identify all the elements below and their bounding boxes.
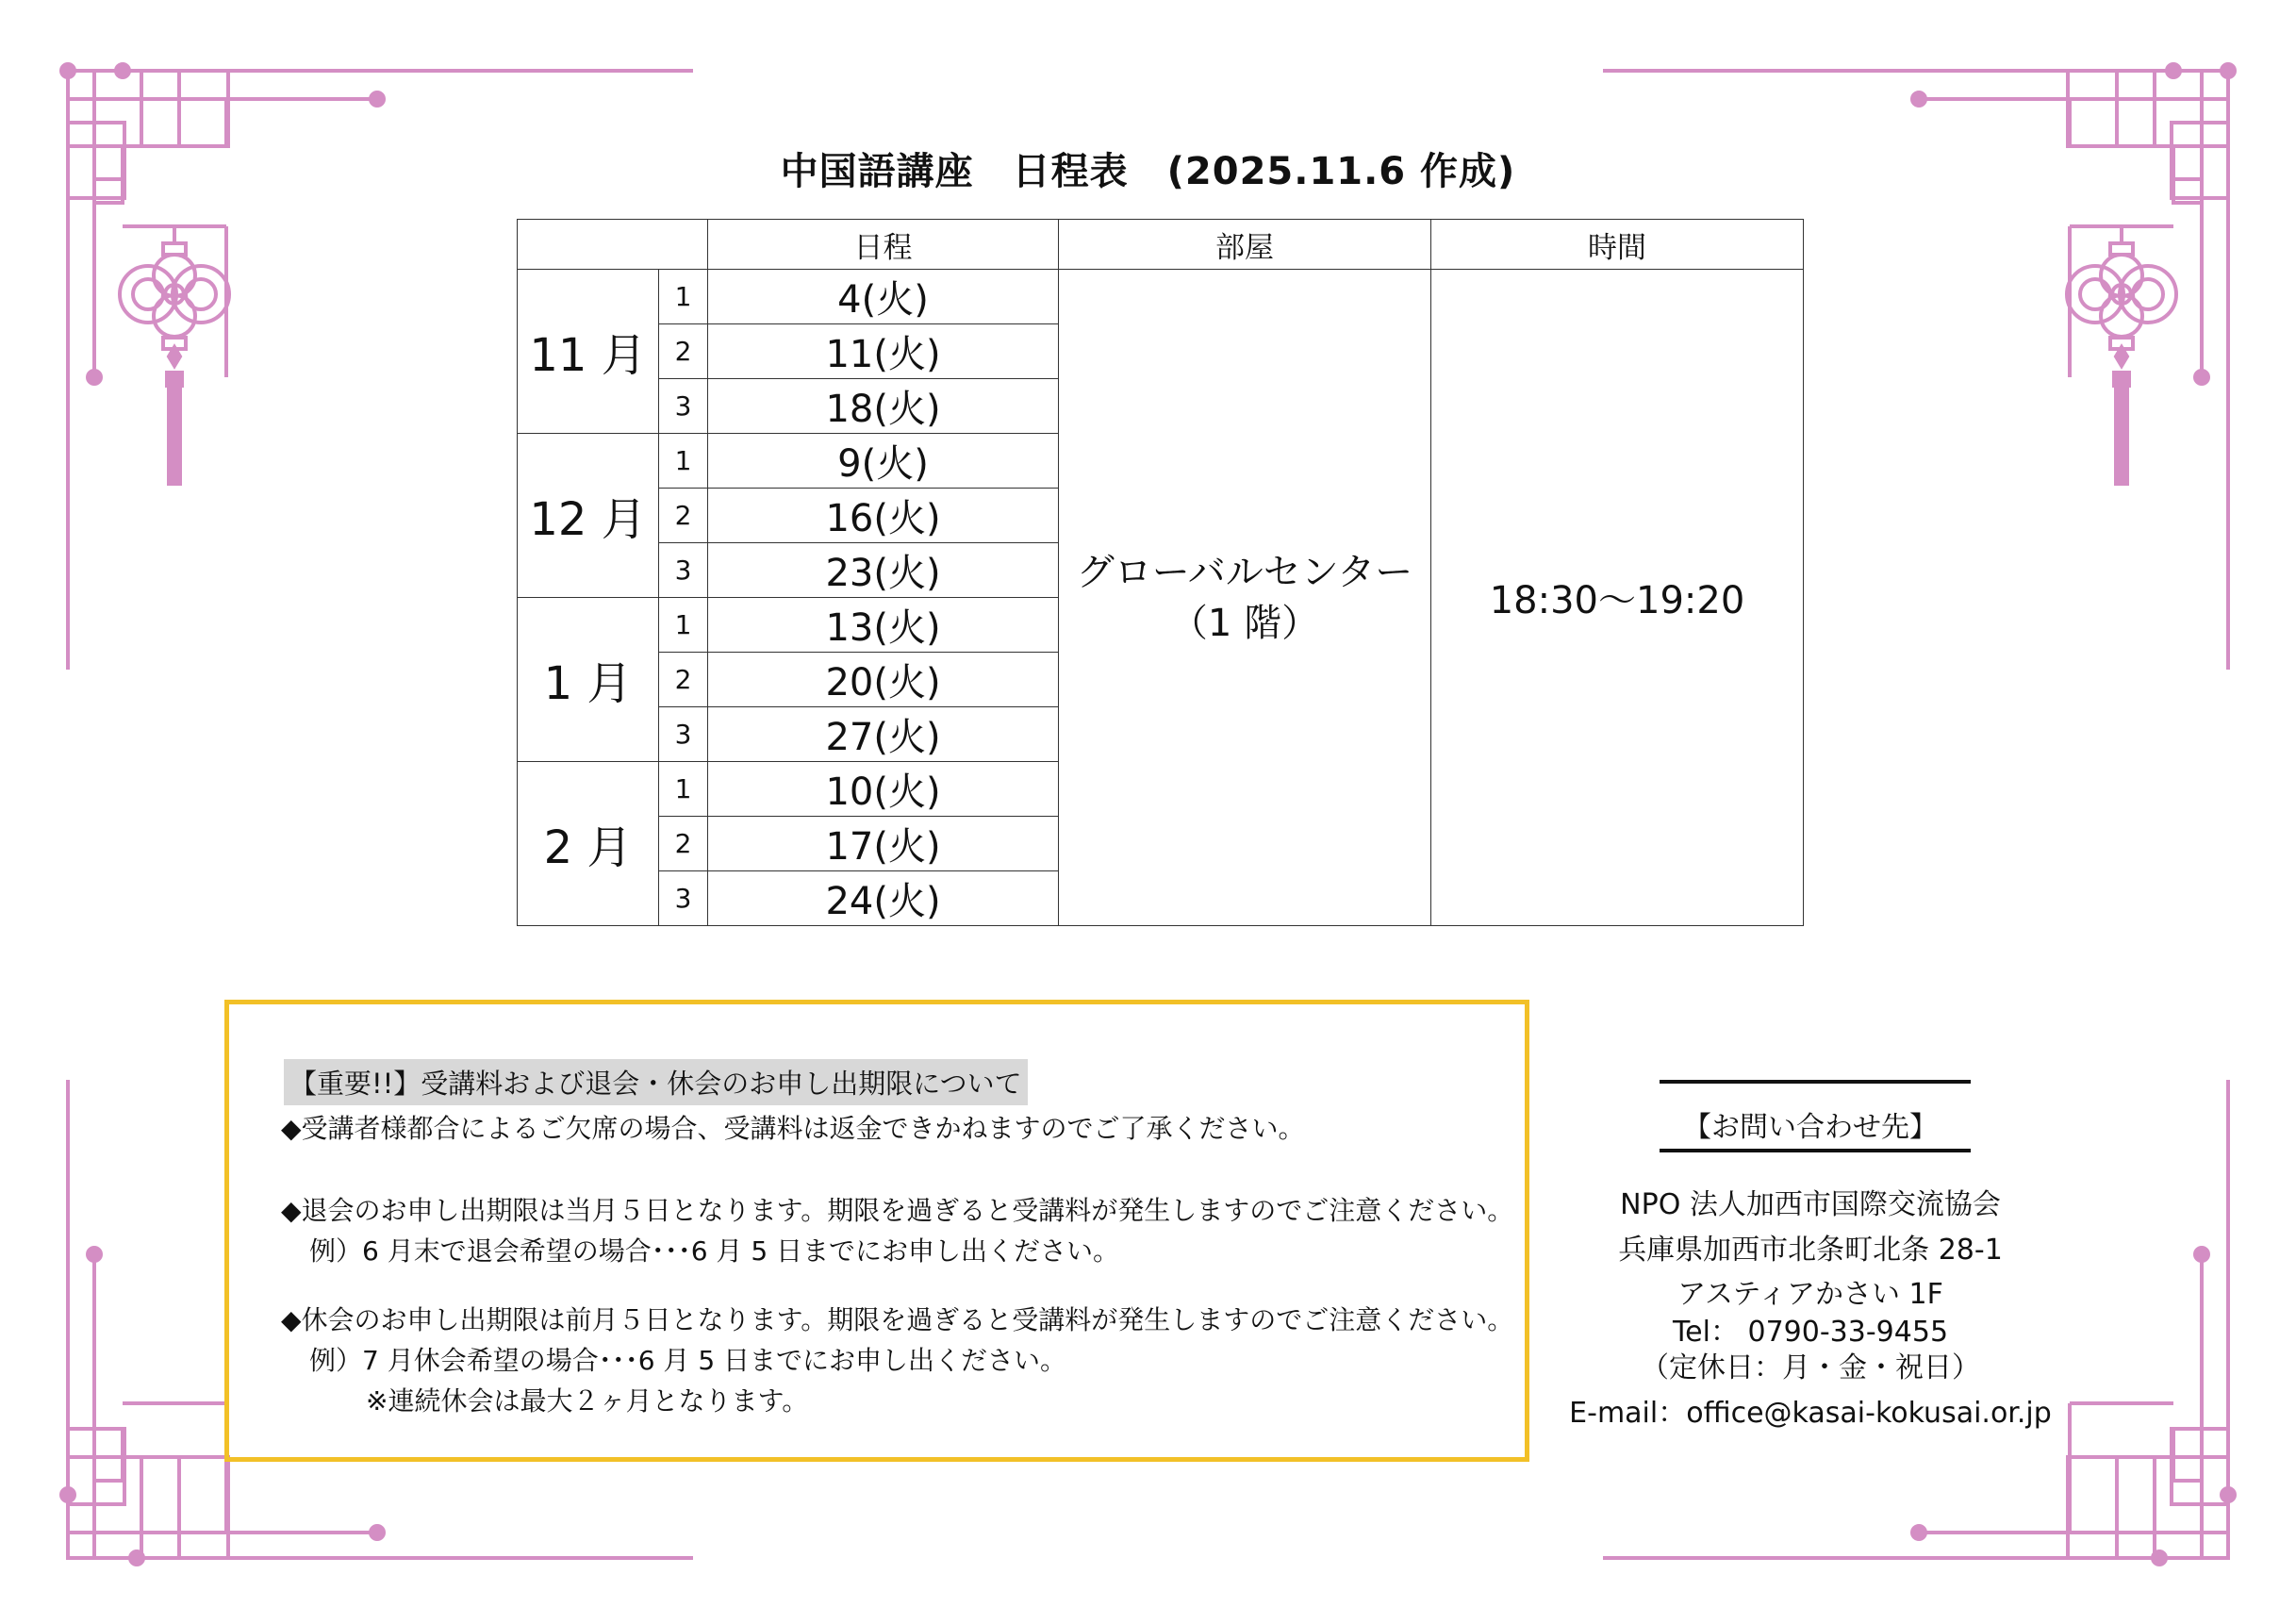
session-date: 13(火) (708, 598, 1059, 653)
session-date: 23(火) (708, 543, 1059, 598)
contact-tel: Tel： 0790-33-9455 (1672, 1316, 1949, 1349)
session-number: 1 (659, 598, 708, 653)
contact-address: 兵庫県加西市北条町北条 28-1 (1618, 1234, 2003, 1267)
important-notice-box (224, 1000, 1529, 1462)
session-number: 2 (659, 817, 708, 871)
notice-line: 例）7 月休会希望の場合･･･6 月 5 日までにお申し出ください。 (309, 1345, 1067, 1376)
notice-line: ◆退会のお申し出期限は当月５日となります。期限を過ぎると受講料が発生しますのでご注意ください。 (281, 1195, 1514, 1226)
contact-building: アスティアかさい 1F (1677, 1278, 1943, 1311)
contact-heading: 【お問い合わせ先】 (1683, 1111, 1938, 1144)
session-date: 11(火) (708, 324, 1059, 379)
contact-org: NPO 法人加西市国際交流協会 (1620, 1188, 2001, 1221)
session-number: 3 (659, 707, 708, 762)
header-room: 部屋 (1059, 220, 1431, 270)
session-date: 10(火) (708, 762, 1059, 817)
page-title: 中国語講座 日程表 (2025.11.6 作成) (780, 150, 1516, 193)
session-number: 3 (659, 543, 708, 598)
session-number: 2 (659, 653, 708, 707)
session-number: 2 (659, 489, 708, 543)
notice-heading: 【重要!!】受講料および退会・休会のお申し出期限について (284, 1059, 1028, 1105)
session-number: 1 (659, 434, 708, 489)
notice-line: ◆受講者様都合によるご欠席の場合、受講料は返金できかねますのでご了承ください。 (281, 1113, 1305, 1144)
session-date: 4(火) (708, 270, 1059, 324)
room-cell (1059, 270, 1431, 926)
contact-rule-top (1660, 1080, 1971, 1084)
session-number: 3 (659, 871, 708, 926)
room-floor: （1 階） (1169, 601, 1320, 645)
month-cell: 2 月 (518, 762, 659, 926)
month-cell: 1 月 (518, 598, 659, 762)
session-number: 1 (659, 270, 708, 324)
session-date: 20(火) (708, 653, 1059, 707)
schedule-table (517, 219, 1804, 926)
contact-email[interactable]: E-mail：office@kasai-kokusai.or.jp (1569, 1397, 2052, 1430)
header-blank (518, 220, 708, 270)
session-date: 9(火) (708, 434, 1059, 489)
session-number: 3 (659, 379, 708, 434)
contact-rule-bottom (1660, 1149, 1971, 1152)
contact-holiday: （定休日：月・金・祝日） (1641, 1351, 1980, 1384)
session-date: 16(火) (708, 489, 1059, 543)
month-cell: 11 月 (518, 270, 659, 434)
time-cell: 18:30〜19:20 (1431, 270, 1804, 926)
notice-line: ※連続休会は最大２ヶ月となります。 (366, 1385, 809, 1417)
room-name: グローバルセンター (1076, 550, 1413, 594)
table-row (518, 270, 1804, 324)
session-date: 24(火) (708, 871, 1059, 926)
table-header-row (518, 220, 1804, 270)
header-schedule: 日程 (708, 220, 1059, 270)
session-number: 1 (659, 762, 708, 817)
notice-line: ◆休会のお申し出期限は前月５日となります。期限を過ぎると受講料が発生しますのでご注意ください。 (281, 1304, 1514, 1335)
session-date: 17(火) (708, 817, 1059, 871)
month-cell: 12 月 (518, 434, 659, 598)
session-number: 2 (659, 324, 708, 379)
notice-line: 例）6 月末で退会希望の場合･･･6 月 5 日までにお申し出ください。 (309, 1235, 1120, 1267)
session-date: 18(火) (708, 379, 1059, 434)
session-date: 27(火) (708, 707, 1059, 762)
header-time: 時間 (1431, 220, 1804, 270)
